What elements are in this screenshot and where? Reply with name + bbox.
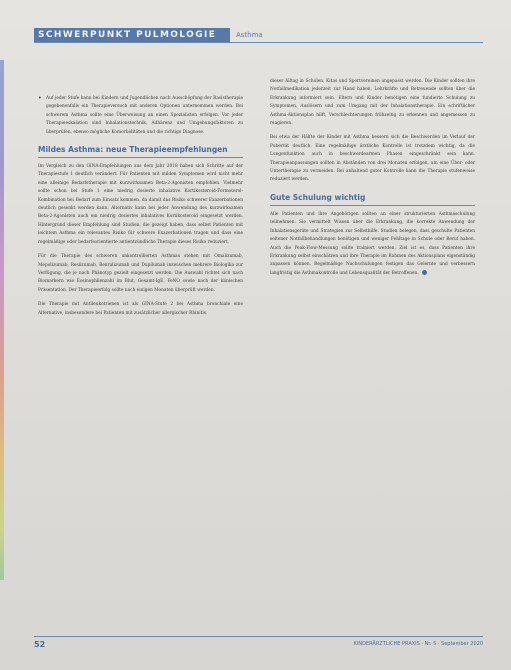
paragraph-text: Alle Patienten und ihre Angehörigen sollten an einer strukturierten Asthmaschulung teilnehmen. Sie vermittelt Wissen über die Erkrankung, die korrekte Anwendung der Inhalationsgeräte und Strategien zur Selbsthilfe. Studien belegen, dass geschulte Patienten seltener Notfallbehandlungen benötigen und weniger Fehltage in Schule oder Beruf haben. Auch die Peak-Flow-Messung sollte trainiert werden. Ziel ist es, dass Patienten ihre Erkrankung selbst einschätzen und ihre Therapie im Rahmen des Aktionsplans eigenständig anpassen können. Regelmäßige Nachschulungen festigen das Gelernte und verbessern langfristig die Asthmakontrolle und Lebensqualität der Betroffenen. — [270, 211, 475, 276]
footer-publication-info: KINDERÄRZTLICHE PRAXIS · Nr. 5 · September 2020 — [353, 641, 483, 647]
section-subtitle: Asthma — [236, 31, 263, 39]
paragraph: Die Therapie mit Antileukotrienen ist als GINA-Stufe 2 bei Asthma bronchiale eine Alternative, insbesondere bei Patienten mit zusätzlicher allergischer Rhinitis. — [38, 302, 243, 316]
right-column — [270, 78, 475, 284]
paragraph: Im Vergleich zu den GINA-Empfehlungen aus dem Jahr 2018 haben sich Schritte auf der Therapiestufe 1 deutlich verändert. Für Patienten mit milden Symptomen wird nicht mehr eine alleinige Bedarfstherapie mit kurzwirksamen Beta-2-Agonisten empfohlen. Vielmehr sollte schon bei Stufe 1 eine niedrig dosierte inhalative Kortikosteroid-Formoterol-Kombination bei Bedarf zum Einsatz kommen, da damit das Risiko schwerer Exazerbationen deutlich gesenkt werden kann. Alternativ kann bei jeder Anwendung des kurzwirksamen Beta-2-Agonisten auch ein niedrig dosiertes inhalatives Kortikosteroid eingesetzt werden. Hintergrund dieser Empfehlung sind Studien, die gezeigt haben, dass selbst Patienten mit leichtem Asthma ein relevantes Risiko für schwere Exazerbationen tragen und dass eine regelmäßige oder bedarfsorientierte antientzündliche Therapie dieses Risiko reduziert. — [38, 164, 243, 245]
page-header — [34, 28, 483, 43]
bullet-paragraph: • Auf jeder Stufe kann bei Kindern und Jugendlichen nach Ausschöpfung der Basistherapie gegebenenfalls ein Therapieversuch mit anderen Optionen unternommen werden. Bei schwerem Asthma sollte eine Überweisung an einen Spezialisten erfolgen. Vor jeder Therapieeskalation sind Inhalationstechnik, Adhärenz und Umgebungsfaktoren zu überprüfen, ebenso mögliche Komorbiditäten und die richtige Diagnose. — [38, 95, 243, 137]
paragraph — [270, 211, 475, 278]
end-of-article-icon — [422, 270, 427, 275]
paragraph: Für die Therapie des schweren unkontrollierten Asthmas stehen mit Omalizumab, Mepolizumab, Reslizumab, Benralizumab und Dupilumab inzwischen mehrere Biologika zur Verfügung, die je nach Phänotyp gezielt eingesetzt werden. Die Auswahl richtet sich nach Biomarkern wie Eosinophilenzahl im Blut, Gesamt-IgE, FeNO sowie nach der klinischen Präsentation. Der Therapieerfolg sollte nach einigen Monaten überprüft werden. — [38, 254, 243, 293]
section-heading-gute-schulung: Gute Schulung wichtig — [270, 193, 475, 206]
section-heading-mildes-asthma: Mildes Asthma: neue Therapieempfehlungen — [38, 145, 243, 158]
page-number: 52 — [34, 640, 46, 649]
footer-divider — [34, 636, 483, 637]
paragraph: Bei etwa der Hälfte der Kinder mit Asthma bessern sich die Beschwerden im Verlauf der Pubertät deutlich. Eine regelmäßige ärztliche Kontrolle ist trotzdem wichtig, da die Lungenfunktion auch in beschwerdearmen Phasen eingeschränkt sein kann. Therapieanpassungen sollten in Abständen von drei Monaten erfolgen, um eine Über- oder Untertherapie zu vermeiden. Bei anhaltend guter Kontrolle kann die Therapie stufenweise reduziert werden. — [270, 135, 475, 183]
left-column — [38, 95, 243, 324]
section-title: SCHWERPUNKT PULMOLOGIE — [34, 28, 230, 42]
color-index-strip — [0, 60, 4, 580]
paragraph: dieser Alltag in Schulen, Kitas und Sportvereinen angepasst werden. Die Kinder sollten ihre Notfallmedikation jederzeit zur Hand haben. Lehrkräfte und Betreuende sollten über die Erkrankung informiert sein. Eltern und Kinder benötigen eine fundierte Schulung zu Symptomen, Auslösern und zum Umgang mit der Inhalationstherapie. Ein schriftlicher Asthma-Aktionsplan hilft, Verschlechterungen frühzeitig zu erkennen und angemessen zu reagieren. — [270, 79, 475, 127]
